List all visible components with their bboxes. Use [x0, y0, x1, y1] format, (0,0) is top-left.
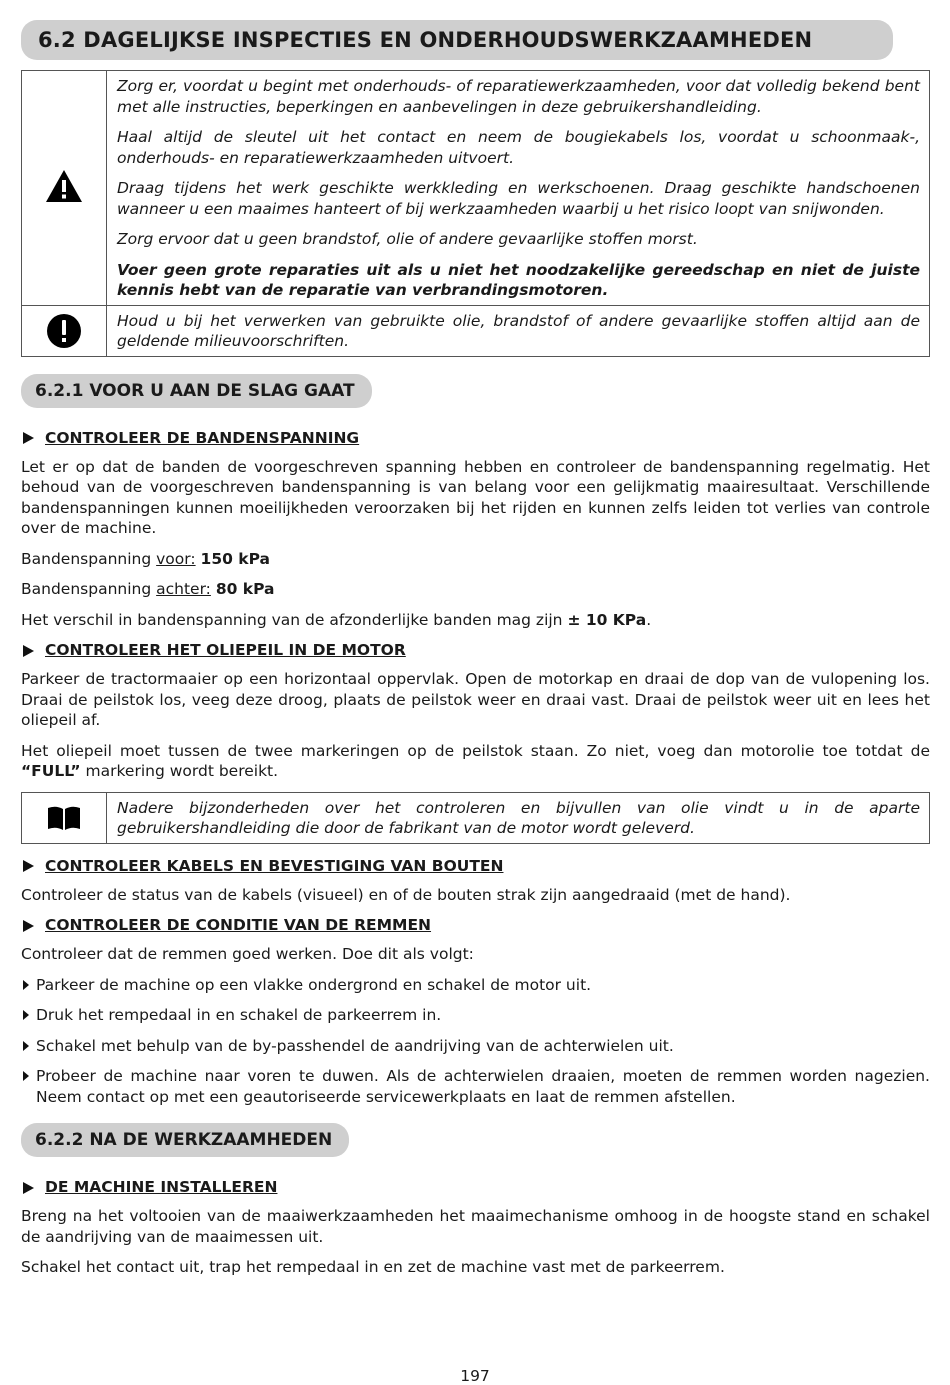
warning-icon-cell [22, 71, 107, 306]
subheading-install-machine: DE MACHINE INSTALLEREN [21, 1177, 930, 1198]
manual-note [107, 792, 930, 843]
install-text: Breng na het voltooien van de maaiwerkzaamheden het maaimechanisme omhoog in de hoogste stand en schakel de aandrijving van de maaimessen uit. [21, 1207, 930, 1246]
warning-paragraph: Draag tijdens het werk geschikte werkkleding en werkschoenen. Draag geschikte handschoenen wanneer u een maaimes hanteert of bij werkzaamheden waarbij u het risico loopt van snijwonden. [117, 179, 920, 218]
pressure-difference-value: ± 10 KPa [567, 610, 647, 629]
subheading-cables-bolts: CONTROLEER KABELS EN BEVESTIGING VAN BOUTEN [21, 856, 930, 877]
page-number: 197 [460, 1367, 490, 1385]
triangle-right-icon [23, 920, 34, 932]
bullet-arrow-icon [23, 980, 29, 990]
list-item: Druk het rempedaal in en schakel de parkeerrem in. [21, 1005, 930, 1026]
page-title: 6.2 DAGELIJKSE INSPECTIES EN ONDERHOUDSWERKZAAMHEDEN [21, 20, 893, 60]
tyre-pressure-text: Let er op dat de banden de voorgeschreven spanning hebben en controleer de bandenspanning regelmatig. Het behoud van de voorgeschreven bandenspanning is van belang voor een gelijkmatig maairesultaat. Verschillende bandenspanningen kunnen moeilijkheden veroorzaken bij het rijden en kunnen zelfs leiden tot verlies van controle over de machine. [21, 457, 930, 537]
install-text-2: Schakel het contact uit, trap het rempedaal in en zet de machine vast met de parkeerrem. [21, 1258, 725, 1276]
page-content [21, 20, 930, 1288]
front-tyre-pressure: Bandenspanning voor: 150 kPa [21, 549, 270, 568]
open-book-icon [47, 805, 81, 831]
warning-paragraph: Haal altijd de sleutel uit het contact en neem de bougiekabels los, voordat u schoonmaak-, onderhouds- en reparatiewerkzaamheden uitvoert. [117, 128, 920, 167]
subheading-oil-level: CONTROLEER HET OLIEPEIL IN DE MOTOR [21, 640, 930, 661]
triangle-right-icon [23, 432, 34, 444]
triangle-right-icon [23, 1182, 34, 1194]
pressure-difference: Het verschil in bandenspanning van de afzonderlijke banden mag zijn ± 10 KPa. [21, 610, 652, 629]
environment-note [107, 305, 930, 356]
bullet-arrow-icon [23, 1071, 29, 1081]
environment-note-text: Houd u bij het verwerken van gebruikte olie, brandstof of andere gevaarlijke stoffen altijd aan de geldende milieuvoorschriften. [117, 311, 920, 350]
oil-level-text-2: Het oliepeil moet tussen de twee markeringen op de peilstok staan. Zo niet, voeg dan motorolie toe totdat de “FULL” markering wordt bereikt. [21, 741, 930, 780]
subheading-tyre-pressure: CONTROLEER DE BANDENSPANNING [21, 428, 930, 449]
warning-box [21, 70, 930, 357]
manual-note-box [21, 792, 930, 844]
front-pressure-value: 150 kPa [200, 549, 270, 568]
bullet-arrow-icon [23, 1010, 29, 1020]
bullet-arrow-icon [23, 1041, 29, 1051]
warning-paragraph: Zorg ervoor dat u geen brandstof, olie of andere gevaarlijke stoffen morst. [117, 230, 698, 248]
oil-level-text: Parkeer de tractormaaier op een horizontaal oppervlak. Open de motorkap en draai de dop van de vulopening los. Draai de peilstok los, veeg deze droog, plaats de peilstok weer en draai vast. Draai de peilstok weer uit en lees het oliepeil af. [21, 670, 930, 729]
list-item: Schakel met behulp van de by-passhendel de aandrijving van de achterwielen uit. [21, 1036, 930, 1057]
warning-triangle-icon [45, 169, 83, 203]
warning-paragraph: Zorg er, voordat u begint met onderhouds- of reparatiewerkzaamheden, voor dat volledig bekend bent met alle instructies, beperkingen en aanbevelingen in deze gebruikershandleiding. [117, 77, 920, 116]
rear-tyre-pressure: Bandenspanning achter: 80 kPa [21, 580, 275, 598]
list-item: Probeer de machine naar voren te duwen. Als de achterwielen draaien, moeten de remmen worden nagezien. Neem contact op met een geautoriseerde servicewerkplaats en laat de remmen afstellen. [21, 1066, 930, 1107]
list-item: Parkeer de machine op een vlakke ondergrond en schakel de motor uit. [21, 975, 930, 996]
exclamation-circle-icon [46, 313, 82, 349]
triangle-right-icon [23, 645, 34, 657]
warning-text [107, 71, 930, 306]
warning-paragraph-bold: Voer geen grote reparaties uit als u niet het noodzakelijke gereedschap en niet de juiste kennis hebt van de reparatie van verbrandingsmotoren. [117, 260, 920, 299]
cables-text: Controleer de status van de kabels (visueel) en of de bouten strak zijn aangedraaid (met de hand). [21, 885, 791, 904]
brakes-intro: Controleer dat de remmen goed werken. Doe dit als volgt: [21, 945, 474, 963]
rear-pressure-value: 80 kPa [215, 580, 275, 598]
triangle-right-icon [23, 860, 34, 872]
section-title-after-work: 6.2.2 NA DE WERKZAAMHEDEN [21, 1123, 349, 1157]
important-icon-cell [22, 305, 107, 356]
section-title-before-work: 6.2.1 VOOR U AAN DE SLAG GAAT [21, 374, 372, 408]
manual-note-text: Nadere bijzonderheden over het controleren en bijvullen van olie vindt u in de aparte gebruikershandleiding die door de fabrikant van de motor wordt geleverd. [117, 798, 920, 837]
subheading-brakes: CONTROLEER DE CONDITIE VAN DE REMMEN [21, 915, 930, 936]
manual-icon-cell [22, 792, 107, 843]
